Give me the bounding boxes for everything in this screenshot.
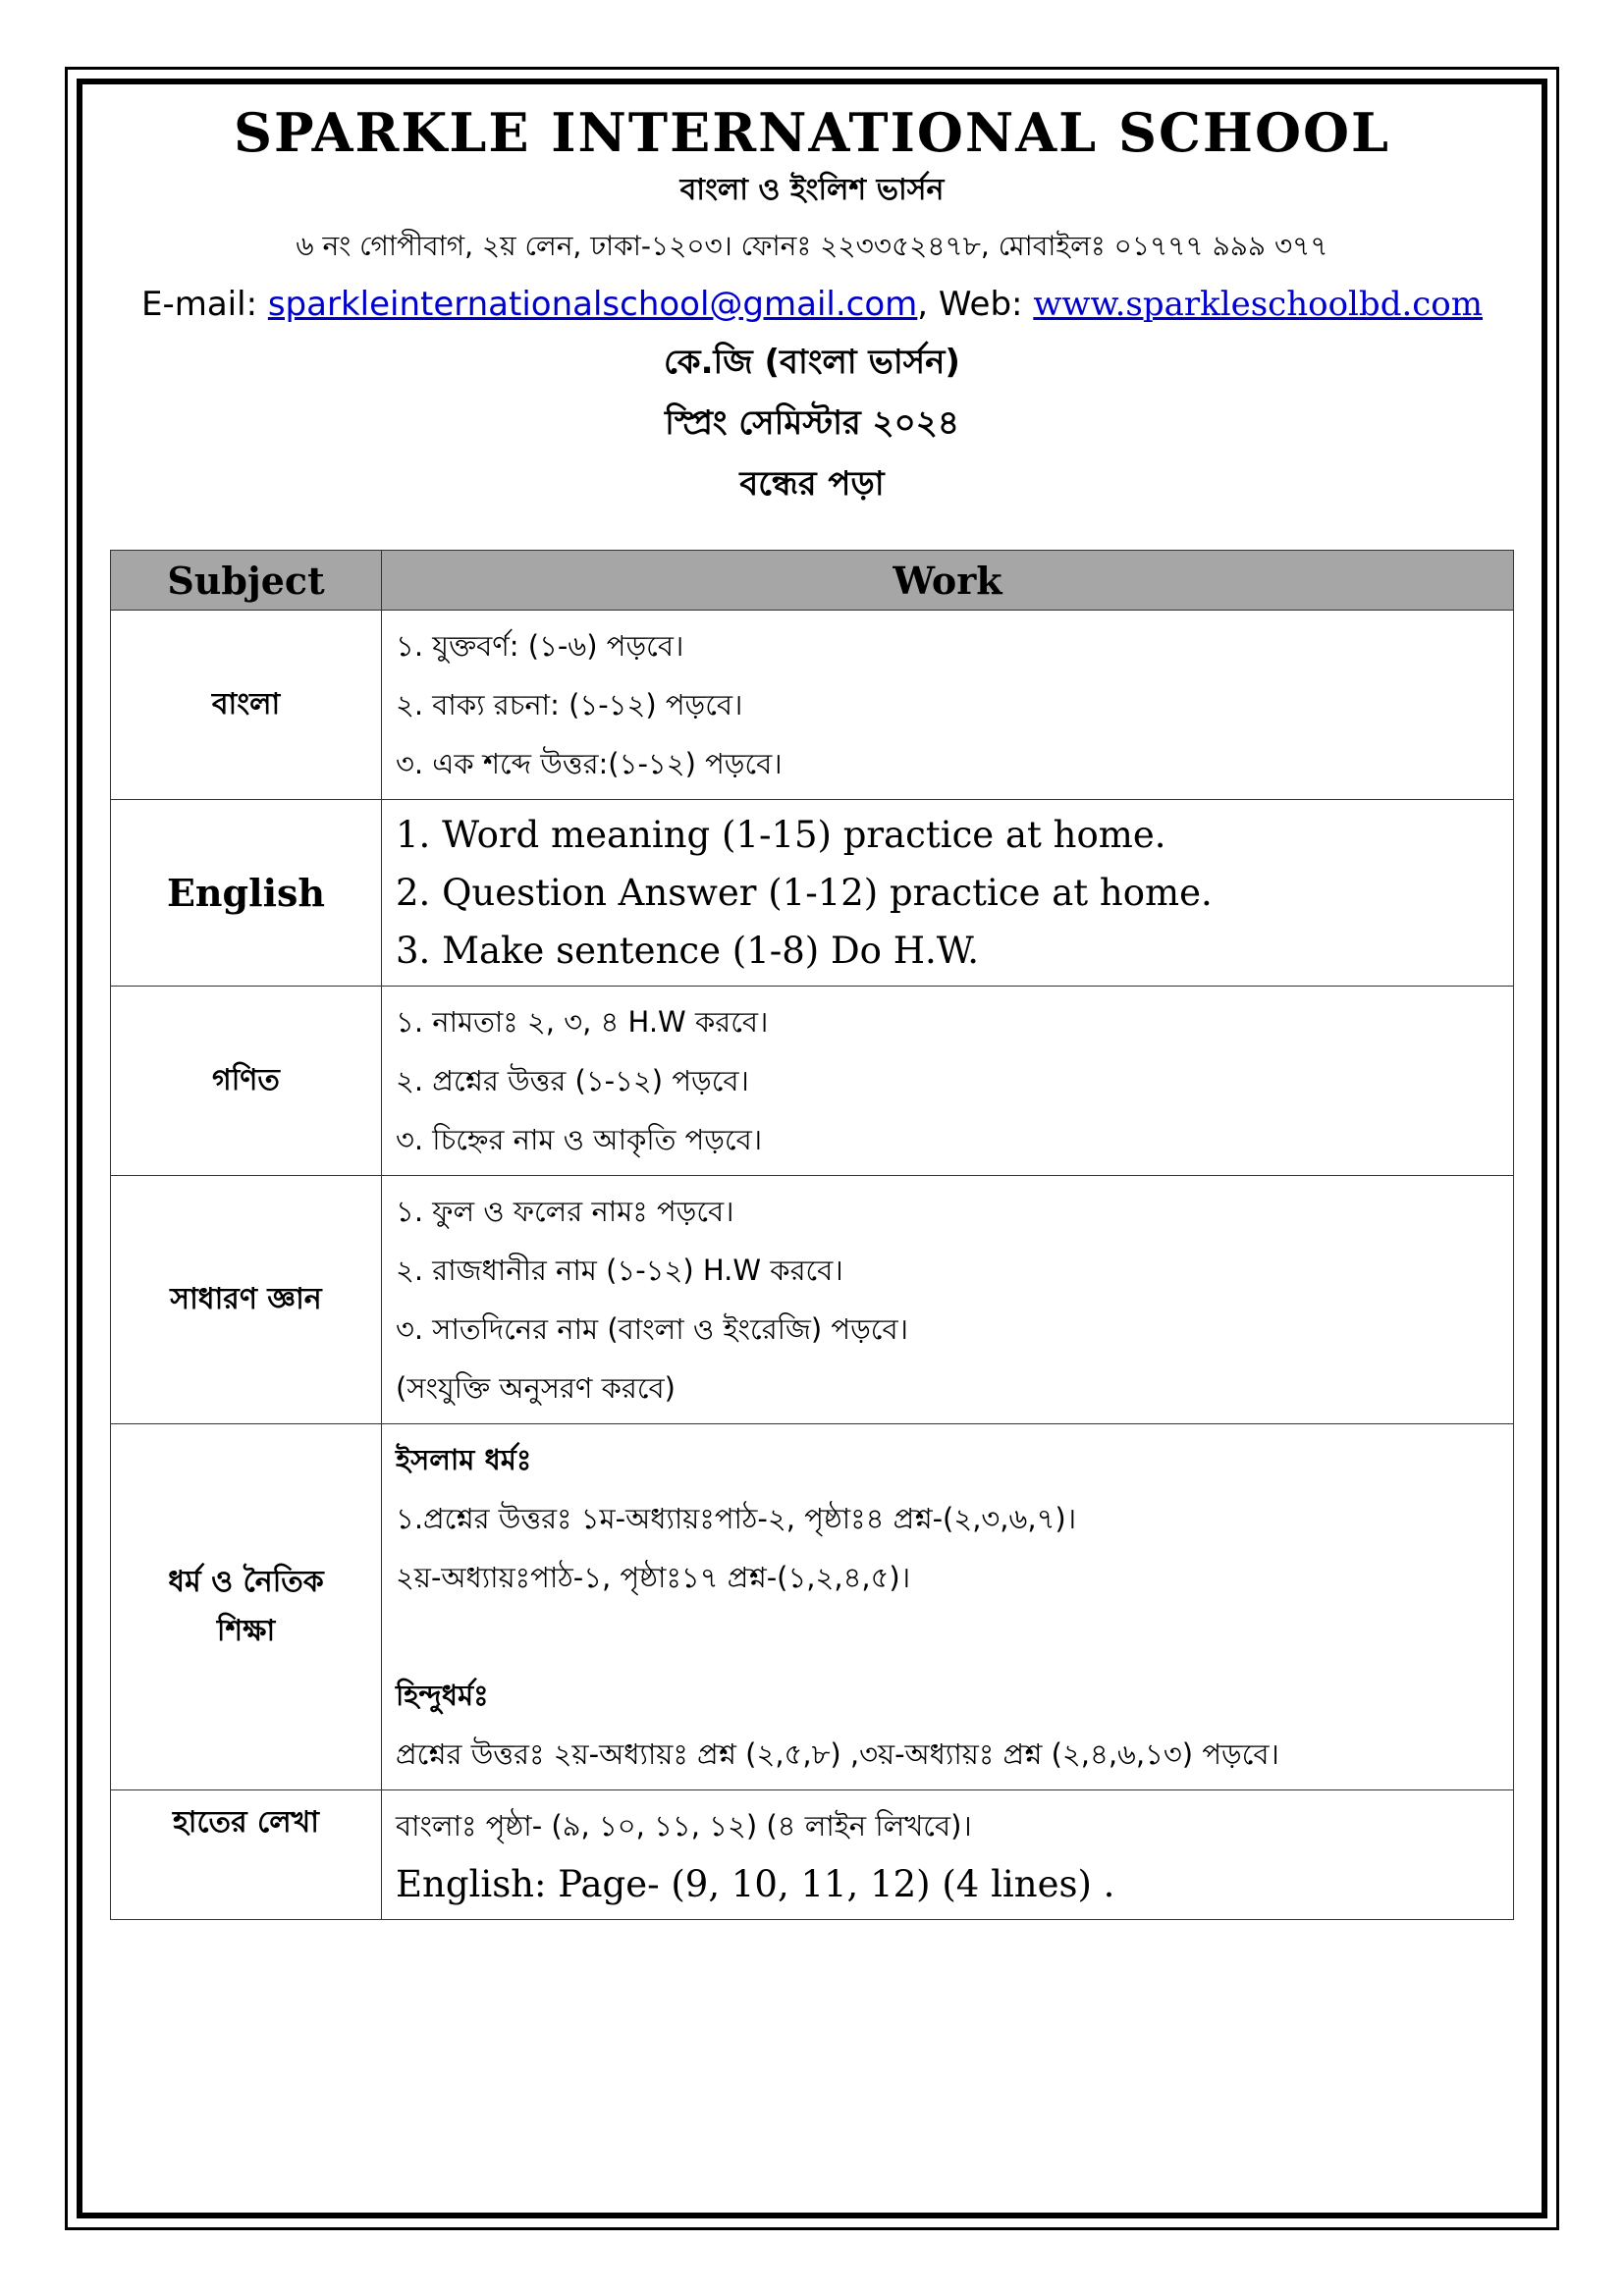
address-line: ৬ নং গোপীবাগ, ২য় লেন, ঢাকা-১২০৩। ফোনঃ ২২৩৩৫২৪৭৮, মোবাইলঃ ০১৭৭৭ ৯৯৯ ৩৭৭ [296, 230, 1328, 262]
document-header [82, 94, 1542, 514]
version-line: বাংলা ও ইংলিশ ভার্সন [679, 173, 945, 207]
subject-cell: হাতের লেখা [111, 1790, 382, 1920]
work-line: ৩. চিহ্নের নাম ও আকৃতি পড়বে। [396, 1123, 763, 1156]
work-line: 2. Question Answer (1-12) practice at home. [396, 872, 1213, 914]
work-cell [382, 1424, 1514, 1790]
work-line: বাংলাঃ পৃষ্ঠা- (৯, ১০, ১১, ১২) (৪ লাইন লিখবে)। [396, 1809, 972, 1842]
work-line: ২. রাজধানীর নাম (১-১২) H.W করবে। [396, 1254, 843, 1287]
work-line: English: Page- (9, 10, 11, 12) (4 lines) . [396, 1863, 1115, 1905]
table-row-english [111, 800, 1514, 987]
work-line: (সংযুক্তি অনুসরণ করবে) [396, 1371, 676, 1405]
work-line: ২. প্রশ্নের উত্তর (১-১২) পড়বে। [396, 1064, 749, 1097]
work-line: ৩. এক শব্দে উত্তর:(১-১২) পড়বে। [396, 747, 783, 780]
holiday-work-title: বন্ধের পড়া [739, 464, 885, 504]
work-line: ১. নামতাঃ ২, ৩, ৪ H.W করবে। [396, 1005, 769, 1039]
work-line: ১.প্রশ্নের উত্তরঃ ১ম-অধ্যায়ঃপাঠ-২, পৃষ্ঠাঃ৪ প্রশ্ন-(২,৩,৬,৭)। [396, 1502, 1077, 1535]
work-line: ৩. সাতদিনের নাম (বাংলা ও ইংরেজি) পড়বে। [396, 1312, 908, 1346]
table-header-row [111, 551, 1514, 611]
semester-title: স্প্রিং সেমিস্টার ২০২৪ [665, 403, 959, 443]
table-row-general-knowledge [111, 1176, 1514, 1424]
work-cell [382, 987, 1514, 1176]
table-row-math [111, 987, 1514, 1176]
work-line: ১. যুক্তবর্ণ: (১-৬) পড়বে। [396, 629, 684, 663]
table-row-handwriting [111, 1790, 1514, 1920]
work-cell [382, 1176, 1514, 1424]
web-link[interactable]: www.sparkleschoolbd.com [1033, 285, 1484, 324]
email-label: E-mail: [140, 285, 268, 324]
table-row-bangla [111, 611, 1514, 800]
subject-cell: গণিত [111, 987, 382, 1176]
email-link[interactable]: sparkleinternationalschool@gmail.com [267, 285, 918, 324]
work-cell [382, 1790, 1514, 1920]
work-line: ২. বাক্য রচনা: (১-১২) পড়বে। [396, 688, 743, 721]
school-name: SPARKLE INTERNATIONAL SCHOOL [233, 101, 1390, 164]
subject-cell [111, 1424, 382, 1790]
work-column-header: Work [382, 551, 1514, 611]
work-line: ২য়-অধ্যায়ঃপাঠ-১, পৃষ্ঠাঃ১৭ প্রশ্ন-(১,২,৪,৫)। [396, 1561, 911, 1594]
work-line: প্রশ্নের উত্তরঃ ২য়-অধ্যায়ঃ প্রশ্ন (২,৫,৮) ,৩য়-অধ্যায়ঃ প্রশ্ন (২,৪,৬,১৩) পড়বে। [396, 1737, 1279, 1771]
class-title: কে.জি (বাংলা ভার্সন) [664, 343, 960, 382]
work-line: 3. Make sentence (1-8) Do H.W. [396, 930, 980, 972]
spacer [396, 1607, 1499, 1666]
work-table [110, 550, 1514, 1920]
subject-line: ধর্ম ও নৈতিক [168, 1565, 324, 1599]
subject-cell: English [111, 800, 382, 987]
table-row-religion [111, 1424, 1514, 1790]
subject-column-header: Subject [111, 551, 382, 611]
islam-heading: ইসলাম ধর্মঃ [396, 1443, 532, 1476]
subject-line: শিক্ষা [216, 1614, 276, 1648]
work-line: 1. Word meaning (1-15) practice at home. [396, 814, 1166, 856]
work-line: ১. ফুল ও ফলের নামঃ পড়বে। [396, 1195, 734, 1228]
work-cell [382, 611, 1514, 800]
subject-cell: বাংলা [111, 611, 382, 800]
hindu-heading: হিন্দুধর্মঃ [396, 1679, 489, 1712]
contact-line [82, 277, 1542, 332]
work-cell [382, 800, 1514, 987]
web-label: , Web: [917, 285, 1034, 324]
subject-cell: সাধারণ জ্ঞান [111, 1176, 382, 1424]
